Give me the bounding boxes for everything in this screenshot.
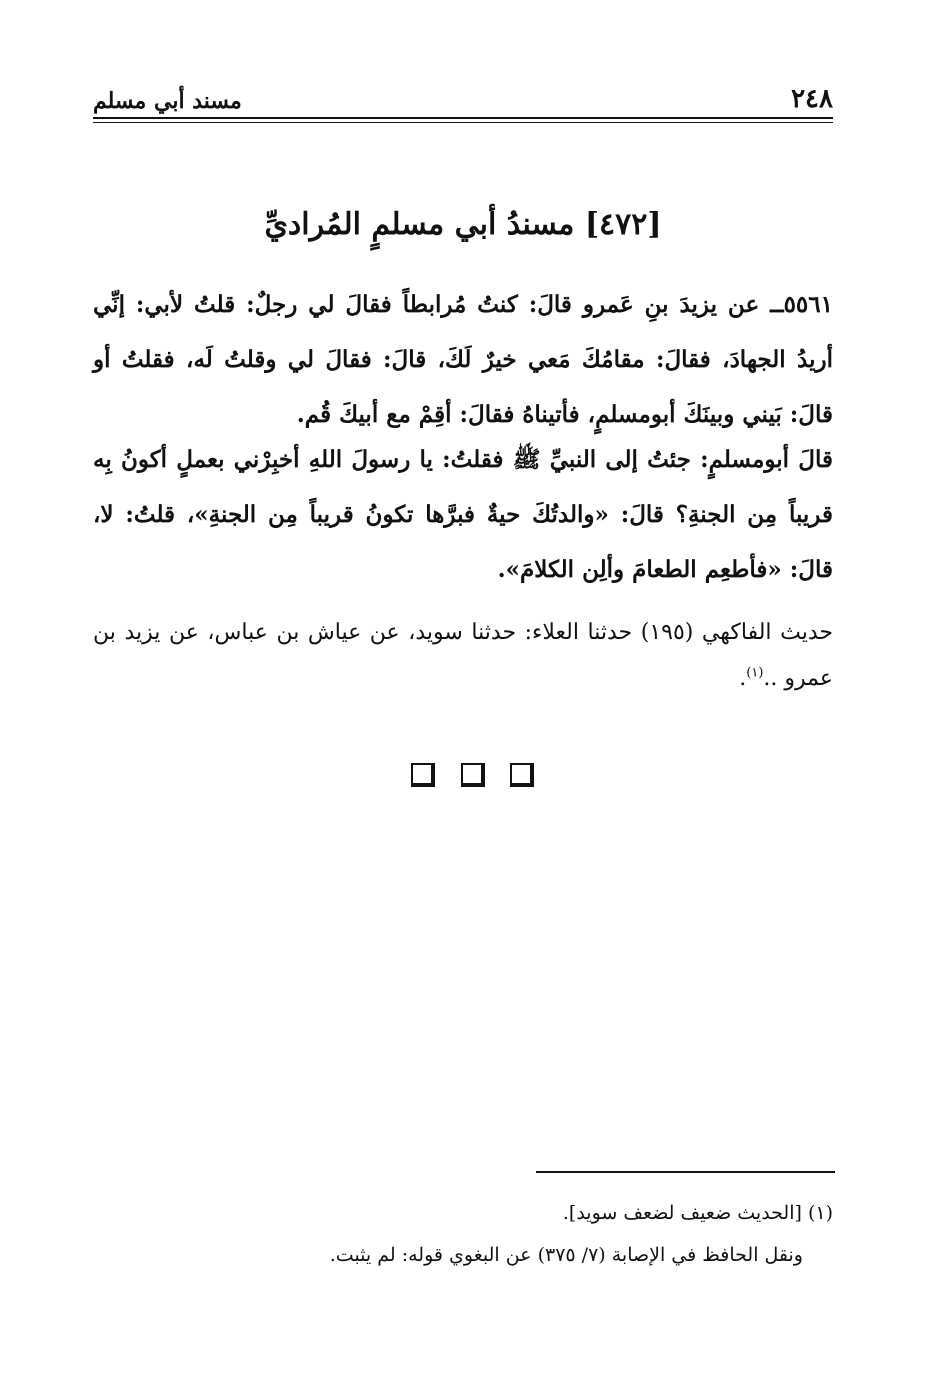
source-note-end: . <box>739 666 747 691</box>
footnotes <box>93 1192 833 1276</box>
running-header <box>93 84 833 118</box>
source-note <box>93 610 833 702</box>
footnote-rule <box>536 1171 835 1173</box>
running-title: مسند أبي مسلم <box>93 88 242 114</box>
header-rule <box>93 117 833 119</box>
hadith-paragraph: قالَ أبومسلمٍ: جئتُ إلى النبيِّ ﷺ فقلتُ: يا رسولَ اللهِ أخبِرْني بعملٍ أكونُ بِه قريباً مِن الجنةِ؟ قالَ: «والدتُكَ حيةٌ فبرَّها تكونُ قريباً مِن الجنةِ»، قلتُ: لا، قالَ: «فأطعِم الطعامَ وألِن الكلامَ». <box>93 446 833 583</box>
footnote-line: ونقل الحافظ في الإصابة (٧/ ٣٧٥) عن البغوي قوله: لم يثبت. <box>329 1244 803 1266</box>
square-ornament-icon <box>461 763 485 787</box>
square-ornament-icon <box>411 763 435 787</box>
footnote-line: (١) [الحديث ضعيف لضعف سويد]. <box>562 1202 833 1224</box>
section-divider <box>0 763 945 791</box>
page-number: ٢٤٨ <box>791 84 833 114</box>
header-rule-thin <box>93 122 833 123</box>
square-ornament-icon <box>510 763 534 787</box>
hadith-paragraph: ٥٥٦١ــ عن يزيدَ بنِ عَمرو قالَ: كنتُ مُرابطاً فقالَ لي رجلٌ: قلتُ لأبي: إنِّي أريدُ الجهادَ، فقالَ: مقامُكَ مَعي خيرٌ لَكَ، قالَ: فقالَ لي وقلتُ لَه، فقلتُ أو قالَ: بَيني وبينَكَ أبومسلمٍ، فأتيناهُ فقالَ: أقِمْ مع أبيكَ قُم. <box>93 291 833 428</box>
section-heading: [٤٧٢] مسندُ أبي مسلمٍ المُراديِّ <box>264 207 662 242</box>
footnote-reference: (١) <box>746 665 764 681</box>
source-note-text: حديث الفاكهي (١٩٥) حدثنا العلاء: حدثنا سويد، عن عياش بن عباس، عن يزيد بن عمرو .. <box>93 620 833 691</box>
